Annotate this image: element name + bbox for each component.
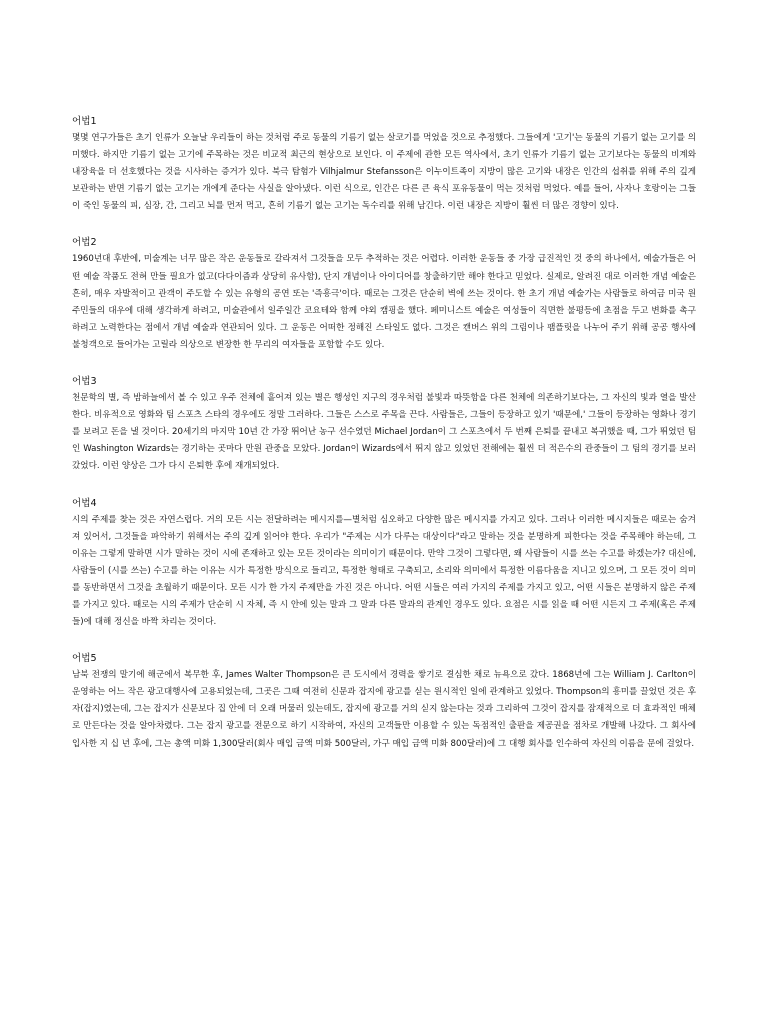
document-page xyxy=(72,114,696,773)
section-heading: 어법1 xyxy=(72,116,97,127)
section-body: 시의 주제를 찾는 것은 자연스럽다. 거의 모든 시는 전달하려는 메시지를—별처럼 심오하고 다양한 많은 메시지를 가지고 있다. 그러나 이러한 메시지들은 때로는 숨겨져 있어서, 그것들을 파악하기 위해서는 주의 깊게 읽어야 한다. 우리가 "주제는 시가 다루는 대상이다"라고 말하는 것을 분명하게 피한다는 것을 주목해야 하는데, 그 이유는 그렇게 말하면 시가 말하는 것이 시에 존재하고 있는 모든 것이라는 의미이기 때문이다. 만약 그것이 그렇다면, 왜 사람들이 시를 쓰는 수고를 하겠는가? 대신에, 사람들이 (시를 쓰는) 수고를 하는 이유는 시가 특정한 방식으로 들리고, 특정한 형태로 구축되고, 소리와 의미에서 특정한 이름다움을 지니고 있으며, 그 모든 것이 의미를 동반하면서 그것을 초월하기 때문이다. 모든 시가 한 가지 주제만을 가진 것은 아니다. 어떤 시들은 여러 가지의 주제를 가지고 있고, 어떤 시들은 분명하지 않은 주제를 가지고 있다. 때로는 시의 주제가 단순히 시 자체, 즉 시 안에 있는 말과 그 말과 다른 말과의 관계인 경우도 있다. 요점은 시를 읽을 때 어떤 시든지 그 주제(혹은 주제들)에 대해 정신을 바짝 차리는 것이다. xyxy=(72,514,696,628)
section-2 xyxy=(72,235,696,354)
section-4 xyxy=(72,496,696,632)
section-heading: 어법2 xyxy=(72,237,97,249)
section-heading: 어법3 xyxy=(72,376,97,388)
section-5 xyxy=(72,651,696,752)
section-heading: 어법4 xyxy=(72,497,97,509)
section-body: 몇몇 연구가들은 초기 인류가 오늘날 우리들이 하는 것처럼 주로 동물의 기름기 없는 살코기를 먹었을 것으로 추정했다. 그들에게 '고기'는 동물의 기름기 없는 고기를 의미했다. 하지만 기름기 없는 고기에 주목하는 것은 비교적 최근의 현상으로 보인다. 이 주제에 관한 모든 역사에서, 초기 인류가 기름기 없는 고기보다는 동물의 비계와 내장육을 더 선호했다는 것을 시사하는 증거가 있다. 북극 탐험가 Vilhjalmur Stefansson은 이누이트족이 지방이 많은 고기와 내장은 인간의 섭취를 위해 주의 깊게 보관하는 반면 기름기 없는 고기는 개에게 준다는 사실을 알아냈다. 이런 식으로, 인간은 다른 큰 육식 포유동물이 먹는 것처럼 먹었다. 예를 들어, 사자나 호랑이는 그들이 죽인 동물의 피, 심장, 간, 그리고 뇌를 먼저 먹고, 흔히 기름기 없는 고기는 독수리를 위해 남긴다. 이런 내장은 지방이 훨씬 더 많은 경향이 있다. xyxy=(72,133,696,212)
section-heading: 어법5 xyxy=(72,653,97,665)
section-body: 1960년대 후반에, 미술계는 너무 많은 작은 운동들로 갈라져서 그것들을 모두 추적하는 것은 어렵다. 이러한 운동들 중 가장 급진적인 것 중의 하나에서, 예술가들은 어떤 예술 작품도 전혀 만들 필요가 없고(다다이즘과 상당히 유사함), 단지 개념이나 아이디어를 창출하기만 해야 한다고 믿었다. 실제로, 알려진 대로 이러한 개념 예술은 흔히, 매우 자발적이고 관객이 주도할 수 있는 유형의 공연 또는 '즉흥극'이다. 때로는 그것은 단순히 벽에 쓰는 것이다. 한 초기 개념 예술가는 사람들로 하여금 미국 원주민들의 대우에 대해 생각하게 하려고, 미술관에서 일주일간 코요테와 함께 야외 캠핑을 했다. 페미니스트 예술은 여성들이 직면한 불평등에 초점을 두고 변화를 촉구하려고 노력한다는 점에서 개념 예술과 연관되어 있다. 그 운동은 어떠한 정해진 스타일도 없다. 그것은 캔버스 위의 그림이나 팸플릿을 나누어 주기 위해 공공 행사에 불청객으로 들어가는 고릴라 의상으로 변장한 한 무리의 여자들을 포함할 수도 있다. xyxy=(72,254,696,350)
section-3 xyxy=(72,374,696,475)
section-body: 천문학의 별, 즉 밤하늘에서 볼 수 있고 우주 전체에 흩어져 있는 별은 행성인 지구의 경우처럼 불빛과 따뜻함을 다른 천체에 의존하기보다는, 그 자신의 빛과 열을 발산한다. 비유적으로 영화와 팀 스포츠 스타의 경우에도 정말 그러하다. 그들은 스스로 주목을 끈다. 사람들은, 그들이 등장하고 있기 '때문에,' 그들이 등장하는 영화나 경기를 보려고 돈을 낼 것이다. 20세기의 마지막 10년 간 가장 뛰어난 농구 선수였던 Michael Jordan이 그 스포츠에서 두 번째 은퇴를 끝내고 복귀했을 때, 그가 뛰었던 팀인 Washington Wizards는 경기하는 곳마다 만원 관중을 모았다. Jordan이 Wizards에서 뛰지 않고 있었던 전해에는 훨씬 더 적은수의 관중들이 그 팀의 경기를 보러 갔었다. 이런 양상은 그가 다시 은퇴한 후에 재개되었다. xyxy=(72,393,696,472)
section-body: 남북 전쟁의 말기에 해군에서 복무한 후, James Walter Thompson은 큰 도시에서 경력을 쌓기로 결심한 채로 뉴욕으로 갔다. 1868년에 그는 William J. Carlton이 운영하는 어느 작은 광고대행사에 고용되었는데, 그곳은 그때 여전히 신문과 잡지에 광고를 싣는 원시적인 일에 관계하고 있었다. Thompson의 흥미를 끌었던 것은 후자(잡지)였는데, 그는 잡지가 신문보다 집 안에 더 오래 머물러 있는데도, 잡지에 광고를 거의 싣지 않는다는 것과 그리하여 그것이 잡지를 잠재적으로 더 효과적인 매체로 만든다는 것을 알아차렸다. 그는 잡지 광고를 전문으로 하기 시작하여, 자신의 고객들만 이용할 수 있는 독점적인 출판을 제공권을 점차로 개발해 나갔다. 그 회사에 입사한 지 십 년 후에, 그는 총액 미화 1,300달러(회사 매입 금액 미화 500달러, 가구 매입 금액 미화 800달러)에 그 대행 회사를 인수하여 자신의 이름을 문에 걸었다. xyxy=(72,670,696,749)
section-1 xyxy=(72,114,696,215)
